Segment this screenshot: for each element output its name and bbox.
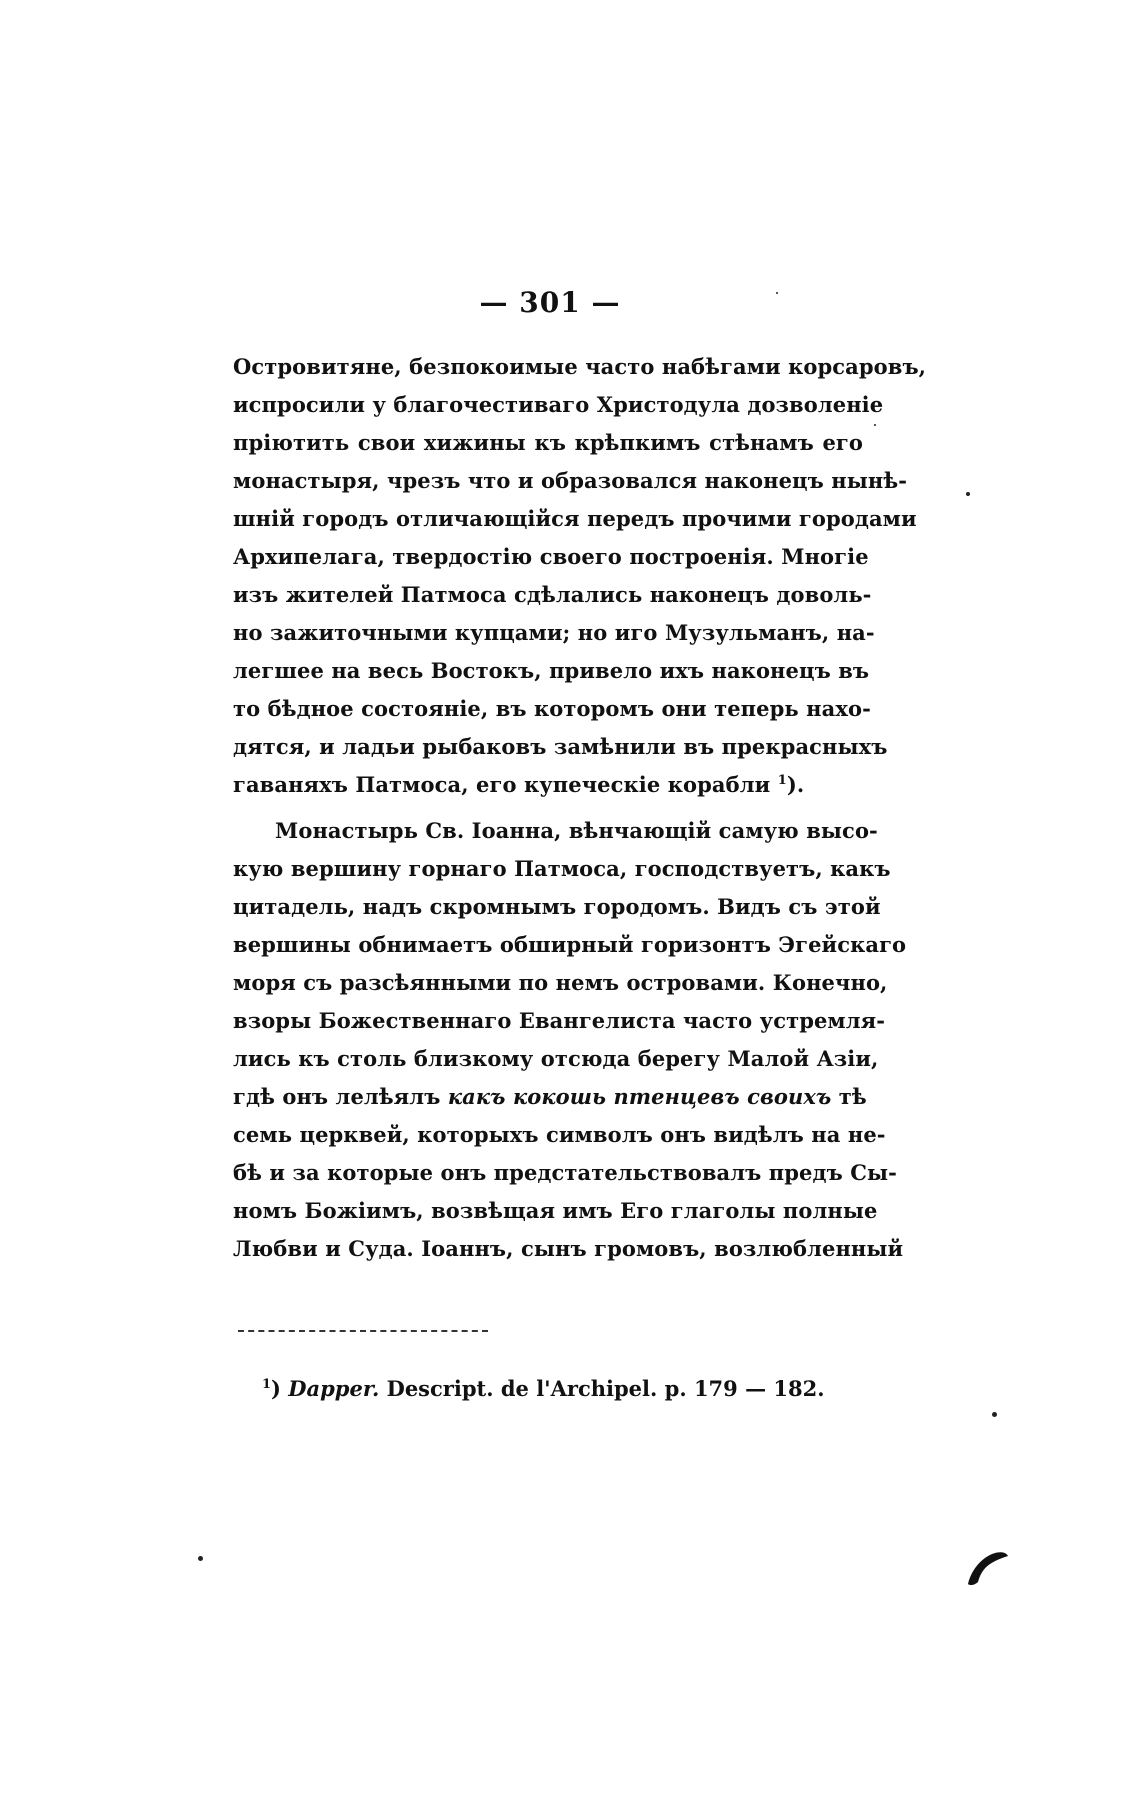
scan-speck: [776, 292, 778, 294]
text-line: номъ Божіимъ, возвѣщая имъ Его глаголы полные: [233, 1198, 878, 1223]
line-text-before: гдѣ онъ лелѣялъ: [233, 1084, 448, 1109]
text-line: то бѣдное состояніе, въ которомъ они теперь нахо-: [233, 696, 871, 721]
text-line: пріютить свои хижины къ крѣпкимъ стѣнамъ его: [233, 430, 863, 455]
footnote-ref: 1: [777, 773, 787, 788]
text-line: Архипелага, твердостію своего построенія. Многіе: [233, 544, 869, 569]
scan-speck: [992, 1412, 997, 1417]
footnote-text: Descript. de l'Archipel. p. 179 — 182.: [379, 1376, 825, 1401]
footnote-paren: ): [271, 1376, 281, 1401]
footnote: [262, 1376, 825, 1401]
text-line: дятся, и ладьи рыбаковъ замѣнили въ прекрасныхъ: [233, 734, 888, 759]
line-closing: ).: [786, 772, 805, 797]
scan-speck: [966, 492, 970, 496]
text-line: кую вершину горнаго Патмоса, господствуетъ, какъ: [233, 856, 891, 881]
ink-smudge-icon: [962, 1548, 1012, 1588]
line-text: гаваняхъ Патмоса, его купеческіе корабли: [233, 772, 771, 797]
footnote-marker: 1: [262, 1377, 272, 1392]
body-text: [233, 348, 927, 1268]
text-line: вершины обнимаетъ обширный горизонтъ Эгейскаго: [233, 932, 907, 957]
text-line: моря съ разсѣянными по немъ островами. Конечно,: [233, 970, 888, 995]
italic-quote: какъ кокошь птенцевъ своихъ: [447, 1084, 832, 1109]
text-line: взоры Божественнаго Евангелиста часто устремля-: [233, 1008, 886, 1033]
text-line-italic: [233, 1078, 867, 1116]
text-line: Монастырь Св. Іоанна, вѣнчающій самую высо-: [275, 818, 878, 843]
text-line: монастыря, чрезъ что и образовался наконецъ нынѣ-: [233, 468, 908, 493]
text-line: шній городъ отличающійся передъ прочими городами: [233, 506, 917, 531]
text-line: испросили у благочестиваго Христодула дозволеніе: [233, 392, 884, 417]
text-line: Любви и Суда. Іоаннъ, сынъ громовъ, возлюбленный: [233, 1236, 904, 1261]
text-line: бѣ и за которые онъ предстательствовалъ предъ Сы-: [233, 1160, 897, 1185]
line-text-after: тѣ: [831, 1084, 867, 1109]
page-number: — 301 —: [479, 286, 621, 319]
text-line: легшее на весь Востокъ, привело ихъ наконецъ въ: [233, 658, 870, 683]
text-line: изъ жителей Патмоса сдѣлались наконецъ доволь-: [233, 582, 872, 607]
text-line-last: [233, 766, 863, 804]
scan-speck: [198, 1556, 203, 1561]
footnote-author: Dapper.: [288, 1376, 380, 1401]
text-line: семь церквей, которыхъ символъ онъ видѣлъ на не-: [233, 1122, 886, 1147]
text-line: но зажиточными купцами; но иго Музульманъ, на-: [233, 620, 875, 645]
footnote-separator: [238, 1330, 488, 1332]
text-line: лись къ столь близкому отсюда берегу Малой Азіи,: [233, 1046, 879, 1071]
scan-speck: [874, 424, 876, 426]
text-line: Островитяне, безпокоимые часто набѣгами корсаровъ,: [233, 354, 927, 379]
paragraph-gap: [233, 804, 863, 812]
text-line: цитадель, надъ скромнымъ городомъ. Видъ съ этой: [233, 894, 881, 919]
